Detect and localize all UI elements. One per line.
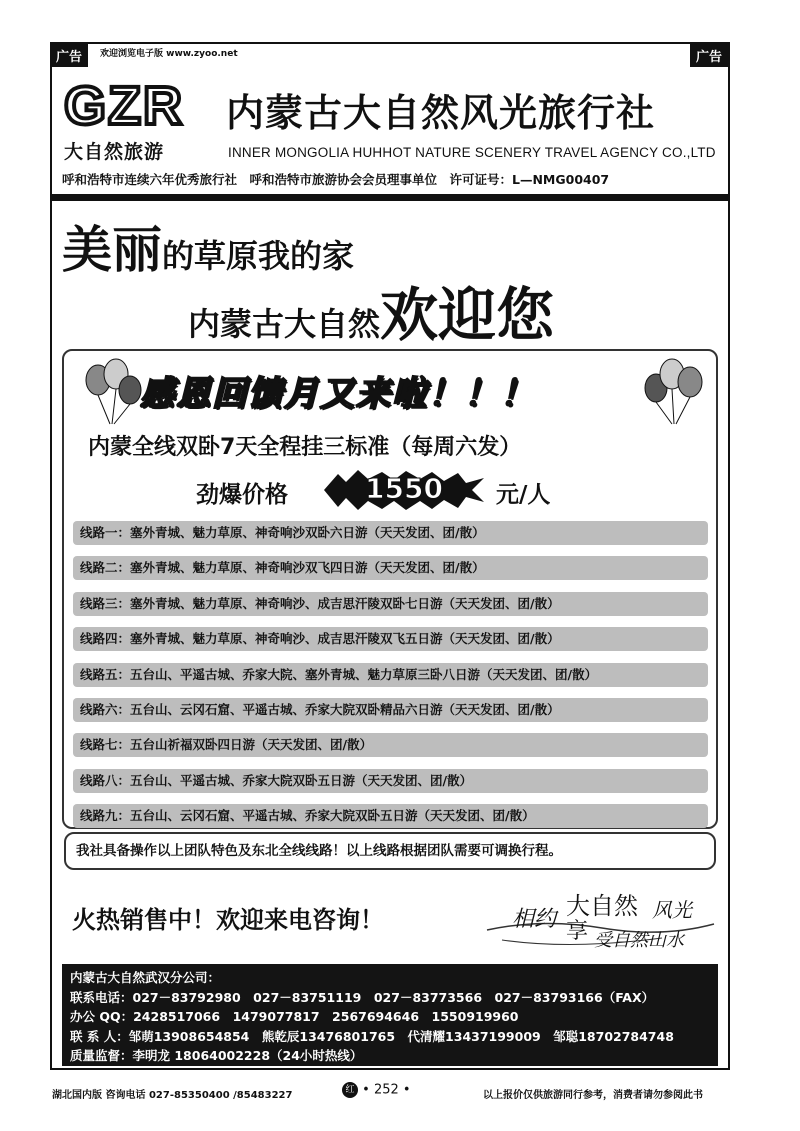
- route-item: 线路三：塞外青城、魅力草原、神奇响沙、成吉思汗陵双卧七日游（天天发团、团/散）: [73, 592, 708, 616]
- itinerary-note: 我社具备操作以上团队特色及东北全线线路！以上线路根据团队需要可调换行程。: [64, 832, 716, 870]
- price-unit: 元/人: [496, 482, 551, 508]
- footer-right: 以上报价仅供旅游同行参考，消费者请勿参阅此书: [483, 1090, 703, 1101]
- hot-sale-text: 火热销售中！欢迎来电咨询！: [72, 906, 384, 934]
- footer-page: [342, 1082, 411, 1098]
- script-slogan-part-c: 风光: [652, 898, 692, 922]
- route-list: [73, 521, 708, 840]
- contact-qq[interactable]: 办公 QQ：2428517066 1479077817 2567694646 1550919960: [70, 1009, 519, 1024]
- company-honors: 呼和浩特市连续六年优秀旅行社 呼和浩特市旅游协会会员理事单位 许可证号：L—NMG00407: [62, 172, 610, 187]
- logo-text: GZR: [64, 80, 184, 128]
- gzr-logo: [62, 80, 212, 128]
- route-item: 线路九：五台山、云冈石窟、平遥古城、乔家大院双卧五日游（天天发团、团/散）: [73, 804, 708, 828]
- route-item: 线路五：五台山、平遥古城、乔家大院、塞外青城、魅力草原三卧八日游（天天发团、团/散）: [73, 663, 708, 687]
- route-item: 线路六：五台山、云冈石窟、平遥古城、乔家大院双卧精品六日游（天天发团、团/散）: [73, 698, 708, 722]
- script-slogan-part-a: 相约: [512, 907, 557, 932]
- footer-badge-icon: 红: [342, 1082, 358, 1098]
- ad-tag-left: 广告: [50, 44, 88, 67]
- quality-supervision[interactable]: 质量监督：李明龙 18064002228（24小时热线）: [70, 1048, 363, 1063]
- site-url[interactable]: 欢迎浏览电子版 www.zyoo.net: [100, 49, 238, 59]
- ad-tag-right: 广告: [690, 44, 728, 67]
- slogan-line-1-small: 的草原我的家: [162, 237, 355, 275]
- price-value: 1550: [365, 472, 443, 505]
- route-item: 线路一：塞外青城、魅力草原、神奇响沙双卧六日游（天天发团、团/散）: [73, 521, 708, 545]
- company-name: 内蒙古大自然风光旅行社: [226, 90, 656, 135]
- script-slogan-part-d: 享: [566, 919, 589, 944]
- script-slogan: [482, 880, 718, 960]
- promo-offer: 内蒙全线双卧7天全程挂三标准（每周六发）: [88, 435, 522, 460]
- contact-box: [62, 964, 718, 1066]
- contact-phones[interactable]: 联系电话：027－83792980 027－83751119 027－83773566 027－83793166（FAX）: [70, 990, 655, 1005]
- route-item: 线路四：塞外青城、魅力草原、神奇响沙、成吉思汗陵双飞五日游（天天发团、团/散）: [73, 627, 708, 651]
- header-divider: [52, 194, 728, 201]
- slogan-line-2: [188, 268, 554, 352]
- balloons-right-icon: [636, 358, 706, 428]
- script-slogan-part-e: 受自然山水: [594, 930, 684, 951]
- route-item: 线路二：塞外青城、魅力草原、神奇响沙双飞四日游（天天发团、团/散）: [73, 556, 708, 580]
- slogan-line-1-big: 美丽: [62, 220, 162, 279]
- branch-name: 内蒙古大自然武汉分公司：: [70, 970, 221, 985]
- company-name-en: INNER MONGOLIA HUHHOT NATURE SCENERY TRAVEL AGENCY CO.,LTD: [228, 145, 716, 160]
- logo-subtitle: 大自然旅游: [64, 141, 165, 163]
- price-label: 劲爆价格: [196, 482, 288, 508]
- footer-left: 湖北国内版 咨询电话 027-85350400 /85483227: [52, 1090, 293, 1101]
- script-slogan-part-b: 大自然: [566, 892, 638, 920]
- page-number: • 252 •: [362, 1082, 411, 1098]
- route-item: 线路七：五台山祈福双卧四日游（天天发团、团/散）: [73, 733, 708, 757]
- contact-people[interactable]: 联 系 人：邹萌13908654854 熊乾辰13476801765 代清耀13437199009 邹聪18702784748: [70, 1029, 674, 1044]
- slogan-line-2-big: 欢迎您: [380, 281, 555, 349]
- route-item: 线路八：五台山、平遥古城、乔家大院双卧五日游（天天发团、团/散）: [73, 769, 708, 793]
- promo-banner: 感恩回馈月又来啦！！！: [140, 374, 536, 414]
- slogan-line-2-small: 内蒙古大自然: [188, 305, 381, 343]
